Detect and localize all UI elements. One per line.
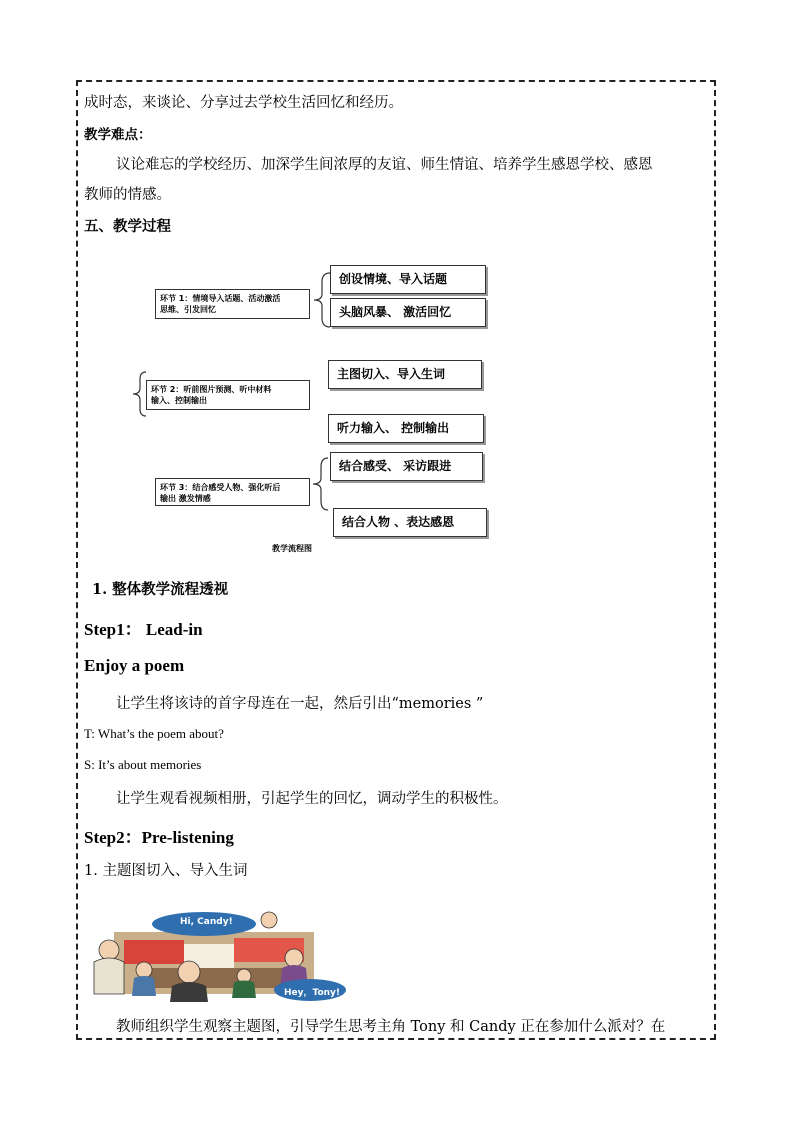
stage-2-line-2: 输入、控制输出: [151, 396, 207, 405]
observe-picture-instruction: 教师组织学生观察主题图，引导学生思考主角 Tony 和 Candy 正在参加什么派对？在: [116, 1019, 666, 1035]
enjoy-poem-heading: Enjoy a poem: [84, 656, 185, 675]
box-brainstorm: 头脑风暴、 激活回忆: [330, 298, 486, 327]
box-gratitude: 结合人物 、表达感恩: [333, 508, 487, 537]
step-1-heading: Step1： Lead-in: [84, 620, 203, 639]
brace-stage-3: [310, 456, 332, 512]
brace-stage-2: [130, 370, 150, 418]
difficulty-line-2: 教师的情感。: [84, 187, 171, 203]
section-five-heading: 五、教学过程: [84, 218, 171, 235]
stage-2-box: [146, 380, 310, 410]
bubble-hey-tony: Hey，Tony!: [284, 988, 341, 998]
stage-1-line-1: 环节 1：情境导入话题、活动激活: [160, 294, 281, 303]
diagram-caption: 教学流程图: [272, 544, 312, 553]
step-2-heading: Step2：Pre-listening: [84, 828, 234, 847]
box-main-picture: 主图切入、导入生词: [328, 360, 482, 389]
page-frame: [76, 80, 716, 1040]
stage-1-line-2: 思维、引发回忆: [160, 305, 216, 314]
paragraph-intro: 成时态，来谈论、分享过去学校生活回忆和经历。: [84, 95, 403, 111]
box-listening-input: 听力输入、 控制输出: [328, 414, 484, 443]
stage-1-box: [155, 289, 310, 319]
box-create-context: 创设情境、导入话题: [330, 265, 486, 294]
teacher-line: T: What’s the poem about?: [84, 726, 224, 741]
difficulty-line-1: 议论难忘的学校经历、加深学生间浓厚的友谊、师生情谊、培养学生感恩学校、感恩: [116, 157, 653, 173]
difficulty-label: 教学难点：: [84, 127, 152, 143]
stage-3-line-2: 输出 激发情感: [160, 494, 211, 503]
stage-2-line-1: 环节 2：听前图片预测、听中材料: [151, 385, 272, 394]
overall-flow-heading: 1. 整体教学流程透视: [92, 581, 229, 598]
video-instruction: 让学生观看视频相册，引起学生的回忆，调动学生的积极性。: [116, 791, 508, 807]
stage-3-line-1: 环节 3：结合感受人物、强化听后: [160, 483, 281, 492]
bubble-hi-candy: Hi, Candy!: [180, 917, 233, 927]
stage-3-box: [155, 478, 310, 506]
poem-instruction: 让学生将该诗的首字母连在一起，然后引出“memories ”: [116, 696, 484, 712]
sub-heading-main-picture: 1. 主题图切入、导入生词: [84, 863, 248, 879]
box-interview: 结合感受、 采访跟进: [330, 452, 483, 481]
student-line: S: It’s about memories: [84, 757, 202, 772]
